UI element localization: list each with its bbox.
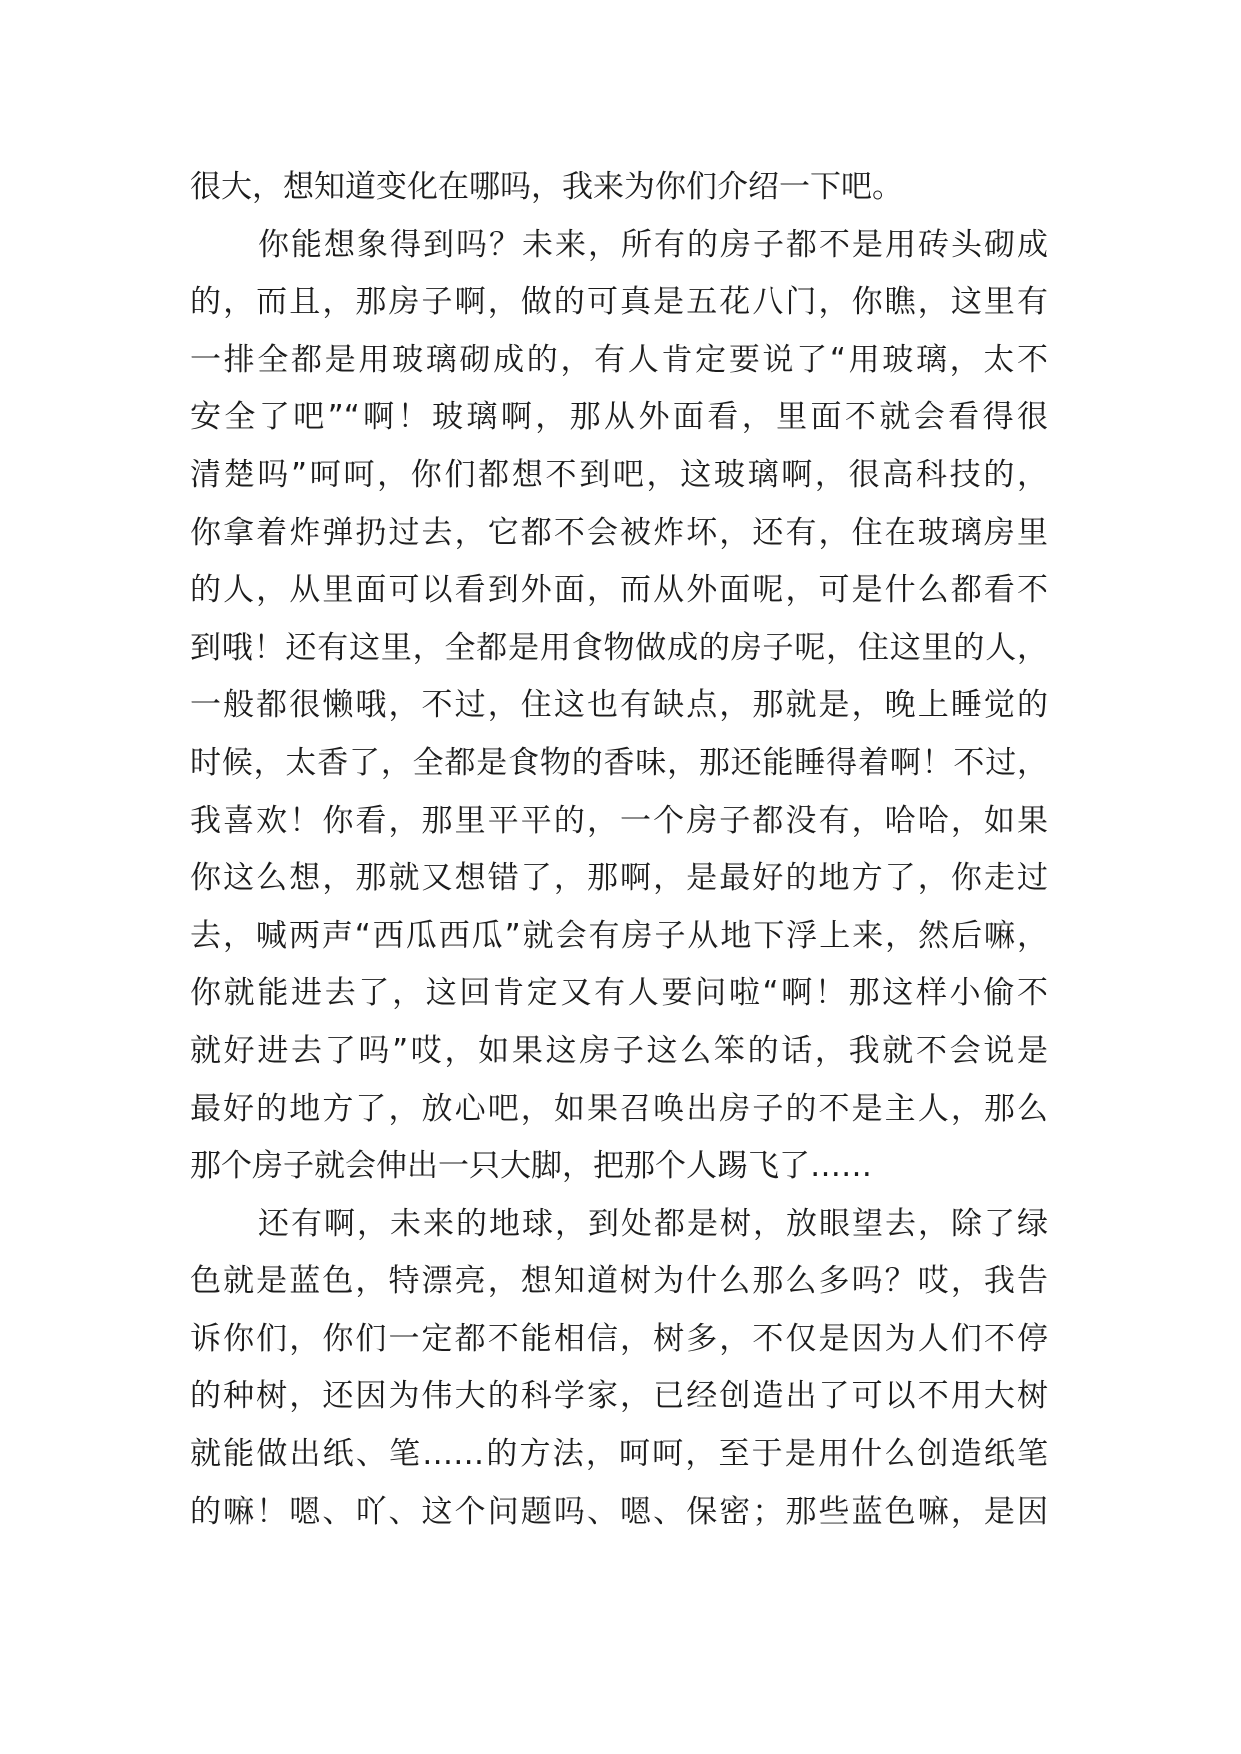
text-line: 就能做出纸、笔……的方法，呵呵，至于是用什么创造纸笔 [190, 1436, 1048, 1473]
text-line: 一排全都是用玻璃砌成的，有人肯定要说了“用玻璃，太不 [190, 341, 1048, 378]
text-line: 去，喊两声“西瓜西瓜”就会有房子从地下浮上来，然后嘛， [190, 917, 1048, 954]
text-line: 诉你们，你们一定都不能相信，树多，不仅是因为人们不停 [190, 1320, 1048, 1357]
text-line: 的人，从里面可以看到外面，而从外面呢，可是什么都看不 [190, 572, 1048, 609]
text-line: 的嘛！嗯、吖、这个问题吗、嗯、保密；那些蓝色嘛，是因 [190, 1493, 1048, 1530]
text-line: 安全了吧”“啊！玻璃啊，那从外面看，里面不就会看得很 [190, 399, 1048, 436]
body-text [190, 159, 1048, 1541]
text-line: 一般都很懒哦，不过，住这也有缺点，那就是，晚上睡觉的 [190, 687, 1048, 724]
text-line: 你拿着炸弹扔过去，它都不会被炸坏，还有，住在玻璃房里 [190, 514, 1048, 551]
text-line: 的，而且，那房子啊，做的可真是五花八门，你瞧，这里有 [190, 284, 1048, 321]
text-line: 到哦！还有这里，全都是用食物做成的房子呢，住这里的人， [190, 629, 1048, 666]
text-line: 你这么想，那就又想错了，那啊，是最好的地方了，你走过 [190, 860, 1048, 897]
paragraph-first-line: 你能想象得到吗？未来，所有的房子都不是用砖头砌成 [258, 226, 1048, 263]
text-line: 色就是蓝色，特漂亮，想知道树为什么那么多吗？哎，我告 [190, 1263, 1048, 1300]
text-line: 那个房子就会伸出一只大脚，把那个人踢飞了…… [190, 1148, 872, 1185]
text-line: 清楚吗”呵呵，你们都想不到吧，这玻璃啊，很高科技的， [190, 456, 1048, 493]
text-line: 的种树，还因为伟大的科学家，已经创造出了可以不用大树 [190, 1378, 1048, 1415]
text-line: 很大，想知道变化在哪吗，我来为你们介绍一下吧。 [190, 169, 903, 205]
text-line: 你就能进去了，这回肯定又有人要问啦“啊！那这样小偷不 [190, 975, 1048, 1012]
text-line: 最好的地方了，放心吧，如果召唤出房子的不是主人，那么 [190, 1090, 1048, 1127]
text-line: 我喜欢！你看，那里平平的，一个房子都没有，哈哈，如果 [190, 802, 1048, 839]
paragraph-first-line: 还有啊，未来的地球，到处都是树，放眼望去，除了绿 [258, 1205, 1048, 1242]
text-line: 时候，太香了，全都是食物的香味，那还能睡得着啊！不过， [190, 744, 1048, 781]
text-line: 就好进去了吗”哎，如果这房子这么笨的话，我就不会说是 [190, 1032, 1048, 1069]
